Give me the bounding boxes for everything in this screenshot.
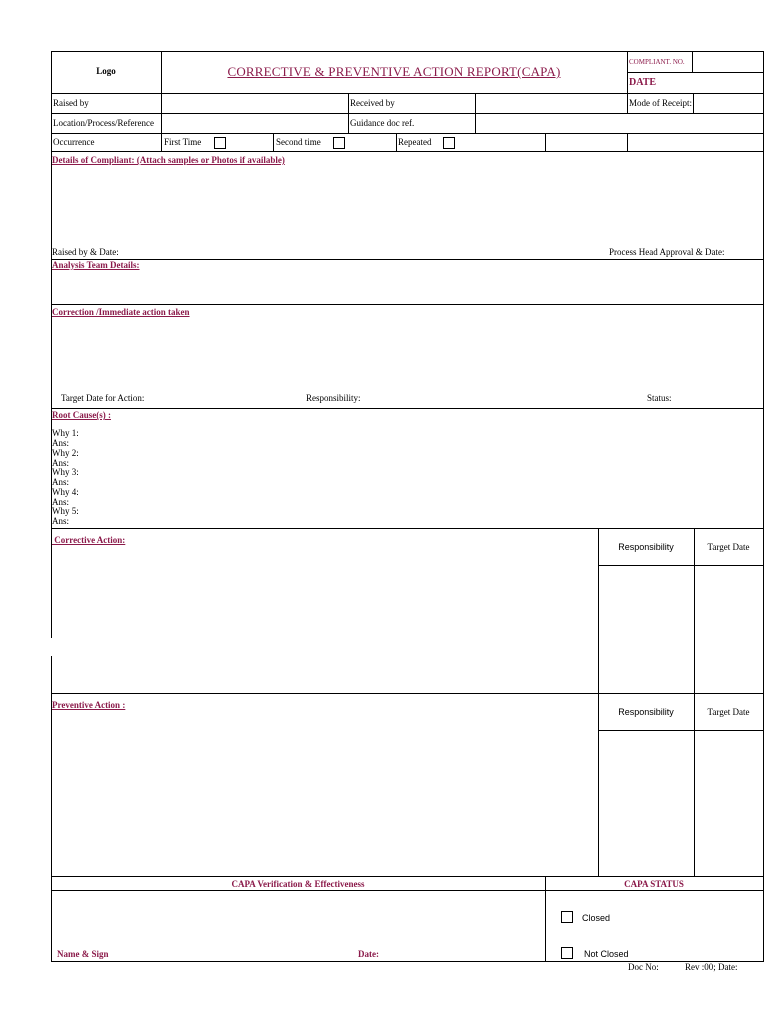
mode-of-receipt-label: Mode of Receipt:: [629, 98, 692, 108]
raised-by-date-label: Raised by & Date:: [52, 247, 119, 257]
guidance-doc-field[interactable]: [476, 114, 627, 133]
process-head-approval-label: Process Head Approval & Date:: [609, 247, 725, 257]
why-4-label: Why 4:: [52, 487, 79, 497]
first-time-checkbox[interactable]: [214, 137, 226, 149]
page-title: CORRECTIVE & PREVENTIVE ACTION REPORT(CAPA): [227, 64, 561, 79]
closed-checkbox[interactable]: [561, 911, 573, 923]
why-3-label: Why 3:: [52, 467, 79, 477]
ans-1-label: Ans:: [52, 438, 70, 448]
why-5-label: Why 5:: [52, 506, 79, 516]
location-field[interactable]: [162, 114, 348, 133]
date-label: DATE: [629, 77, 657, 88]
corrective-heading: Corrective Action:: [52, 535, 126, 545]
raised-by-field[interactable]: [162, 94, 348, 113]
why-1-label: Why 1:: [52, 428, 79, 438]
preventive-responsibility-field[interactable]: [599, 731, 694, 876]
status-label: Status:: [647, 393, 672, 403]
compliant-no-field[interactable]: [693, 52, 763, 72]
rev-date-label: Rev :00; Date:: [685, 962, 738, 972]
ans-2-label: Ans:: [52, 458, 70, 468]
preventive-responsibility-header: Responsibility: [618, 707, 674, 717]
guidance-doc-label: Guidance doc ref.: [350, 118, 415, 128]
mode-of-receipt-field[interactable]: [694, 94, 763, 113]
date-field[interactable]: [628, 73, 763, 93]
preventive-heading: Preventive Action :: [52, 700, 126, 710]
compliant-no-label: COMPLIANT. NO.: [629, 58, 685, 66]
first-time-label: First Time: [164, 137, 202, 147]
analysis-textarea[interactable]: [52, 272, 763, 304]
corrective-textarea[interactable]: [52, 548, 598, 693]
occurrence-label: Occurrence: [53, 137, 95, 147]
not-closed-label: Not Closed: [584, 949, 629, 959]
verification-date-label: Date:: [358, 949, 379, 959]
closed-label: Closed: [582, 913, 611, 923]
responsibility-label: Responsibility:: [306, 393, 361, 403]
doc-no-label: Doc No:: [628, 962, 659, 972]
verification-textarea[interactable]: [52, 891, 545, 943]
raised-by-label: Raised by: [53, 98, 89, 108]
received-by-field[interactable]: [476, 94, 627, 113]
preventive-target-date-header: Target Date: [707, 707, 750, 717]
corrective-target-date-field[interactable]: [695, 566, 763, 693]
correction-textarea[interactable]: [52, 320, 763, 390]
preventive-textarea[interactable]: [52, 713, 598, 876]
repeated-checkbox[interactable]: [443, 137, 455, 149]
repeated-label: Repeated: [398, 137, 432, 147]
capa-status-heading: CAPA STATUS: [624, 879, 684, 889]
second-time-checkbox[interactable]: [333, 137, 345, 149]
correction-heading: Correction /Immediate action taken: [52, 307, 190, 317]
logo-placeholder: Logo: [96, 66, 116, 76]
corrective-target-date-header: Target Date: [707, 542, 750, 552]
location-label: Location/Process/Reference: [53, 118, 154, 128]
details-textarea[interactable]: [52, 168, 763, 244]
ans-5-label: Ans:: [52, 516, 70, 526]
name-sign-label: Name & Sign: [57, 949, 109, 959]
received-by-label: Received by: [350, 98, 395, 108]
analysis-heading: Analysis Team Details:: [52, 260, 140, 270]
corrective-responsibility-header: Responsibility: [618, 542, 674, 552]
root-cause-heading: Root Cause(s) :: [52, 410, 111, 420]
ans-3-label: Ans:: [52, 477, 70, 487]
why-2-label: Why 2:: [52, 448, 79, 458]
target-date-label: Target Date for Action:: [61, 393, 145, 403]
second-time-label: Second time: [276, 137, 321, 147]
details-heading: Details of Compliant: (Attach samples or Photos if available): [52, 155, 285, 165]
corrective-responsibility-field[interactable]: [599, 566, 694, 693]
not-closed-checkbox[interactable]: [561, 947, 573, 959]
verification-heading: CAPA Verification & Effectiveness: [231, 879, 365, 889]
ans-4-label: Ans:: [52, 497, 70, 507]
preventive-target-date-field[interactable]: [695, 731, 763, 876]
